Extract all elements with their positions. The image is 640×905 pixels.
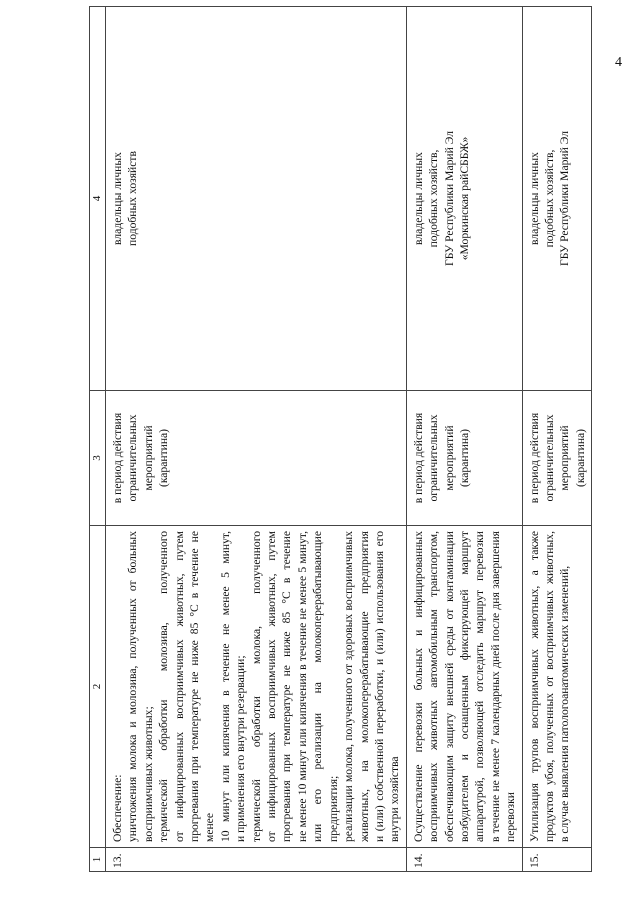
period-text-line: в период действия xyxy=(411,412,425,504)
measure-text-line: в течение не менее 7 календарных дней после дня завершения xyxy=(488,531,502,842)
period-text-line: в период действия xyxy=(111,412,124,504)
measure-text-line: Обеспечение: xyxy=(111,774,124,842)
responsible-text-line: подобных хозяйств xyxy=(126,151,140,246)
responsible-text-line: владельцы личных xyxy=(111,152,124,245)
measure-text-line: термической обработки молока, полученного xyxy=(249,531,263,842)
period-text-line: в период действия xyxy=(527,412,541,504)
row-number: 14. xyxy=(406,848,522,872)
period-text-line: мероприятий (карантина) xyxy=(442,425,471,491)
measure-text-line: прогревания при температуре не ниже 85 °С в течение не менее xyxy=(188,531,217,842)
measure-text xyxy=(106,526,407,848)
measure-text-line: Утилизация трупов восприимчивых животных, а также xyxy=(527,531,541,842)
header-cell-1: 1 xyxy=(90,848,106,872)
measure-text-line: прогревания при температуре не ниже 85 °С в течение xyxy=(280,531,294,842)
measure-text-line: аппаратурой, позволяющей отследить маршрут перевозки xyxy=(473,531,487,842)
header-cell-3: 3 xyxy=(90,391,106,526)
table-row xyxy=(106,7,407,872)
header-cell-4: 4 xyxy=(90,7,106,391)
measure-text-line: или его реализации на молокоперерабатывающие предприятия; xyxy=(311,531,340,842)
responsible-text xyxy=(406,7,522,391)
measure-text-line: от инфицированных восприимчивых животных, путем xyxy=(265,531,279,842)
measure-text-line: уничтожения молока и молозива, полученных от больных xyxy=(126,531,140,842)
period-text-line: мероприятий (карантина) xyxy=(558,425,587,491)
period-text xyxy=(406,391,522,526)
responsible-text-line: владельцы личных xyxy=(411,152,425,245)
measure-text-line: обеспечивающим защиту внешней среды от контаминации xyxy=(442,531,456,842)
measure-text-line: восприимчивых животных; xyxy=(141,706,155,842)
responsible-text-line: подобных хозяйств, xyxy=(427,149,441,248)
period-text-line: мероприятий (карантина) xyxy=(141,425,171,491)
measure-text xyxy=(522,526,592,848)
responsible-text xyxy=(106,7,407,391)
measure-text xyxy=(406,526,522,848)
table-header-row xyxy=(90,7,106,872)
measure-text-line: от инфицированных восприимчивых животных, путем xyxy=(172,531,186,842)
table-row xyxy=(522,7,592,872)
measure-text-line: продуктов убоя, полученных от восприимчивых животных, xyxy=(542,531,556,842)
period-text xyxy=(106,391,407,526)
measure-text-line: не менее 10 минут или кипячения в течение не менее 5 минут, xyxy=(295,531,309,842)
measure-text-line: перевозки xyxy=(504,792,518,842)
measure-text-line: животных, на молокоперерабатывающие предприятия xyxy=(357,531,371,842)
measure-text-line: Осуществление перевозки больных и инфицированных xyxy=(411,531,425,842)
measures-table xyxy=(89,6,592,872)
measure-text-line: и применения его внутри резервации; xyxy=(234,655,248,842)
measure-text-line: возбудителем и оснащенным фиксирующей маршрут xyxy=(457,531,471,842)
header-cell-2: 2 xyxy=(90,526,106,848)
responsible-text-line: «Моркинская райСББЖ» xyxy=(457,136,471,261)
responsible-text-line: подобных хозяйств, xyxy=(542,149,556,248)
responsible-text xyxy=(522,7,592,391)
measure-text-line: термической обработки молозива, полученного xyxy=(157,531,171,842)
table-row xyxy=(406,7,522,872)
page-number: 4 xyxy=(615,55,622,70)
period-text-line: ограничительных xyxy=(126,414,140,502)
measure-text-line: 10 минут или кипячения в течение не менее 5 минут, xyxy=(218,531,232,842)
period-text xyxy=(522,391,592,526)
responsible-text-line: ГБУ Республики Марий Эл xyxy=(442,131,456,266)
rotated-table-sheet xyxy=(87,0,629,905)
measure-text-line: и (или) собственной переработки, и (или) использования его xyxy=(372,531,386,842)
measure-text-line: восприимчивых животных автомобильным транспортом, xyxy=(427,531,441,842)
measure-text-line: внутри хозяйства xyxy=(388,756,402,842)
row-number: 13. xyxy=(106,848,407,872)
responsible-text-line: владельцы личных xyxy=(527,152,541,245)
measure-text-line: реализации молока, полученного от здоровых восприимчивых xyxy=(342,531,356,842)
measure-text-line: в случае выявления патологоанатомических изменений, xyxy=(558,565,572,842)
table-body xyxy=(106,7,592,872)
period-text-line: ограничительных xyxy=(542,414,556,502)
row-number: 15. xyxy=(522,848,592,872)
period-text-line: ограничительных xyxy=(427,414,441,502)
responsible-text-line: ГБУ Республики Марий Эл xyxy=(558,131,572,266)
